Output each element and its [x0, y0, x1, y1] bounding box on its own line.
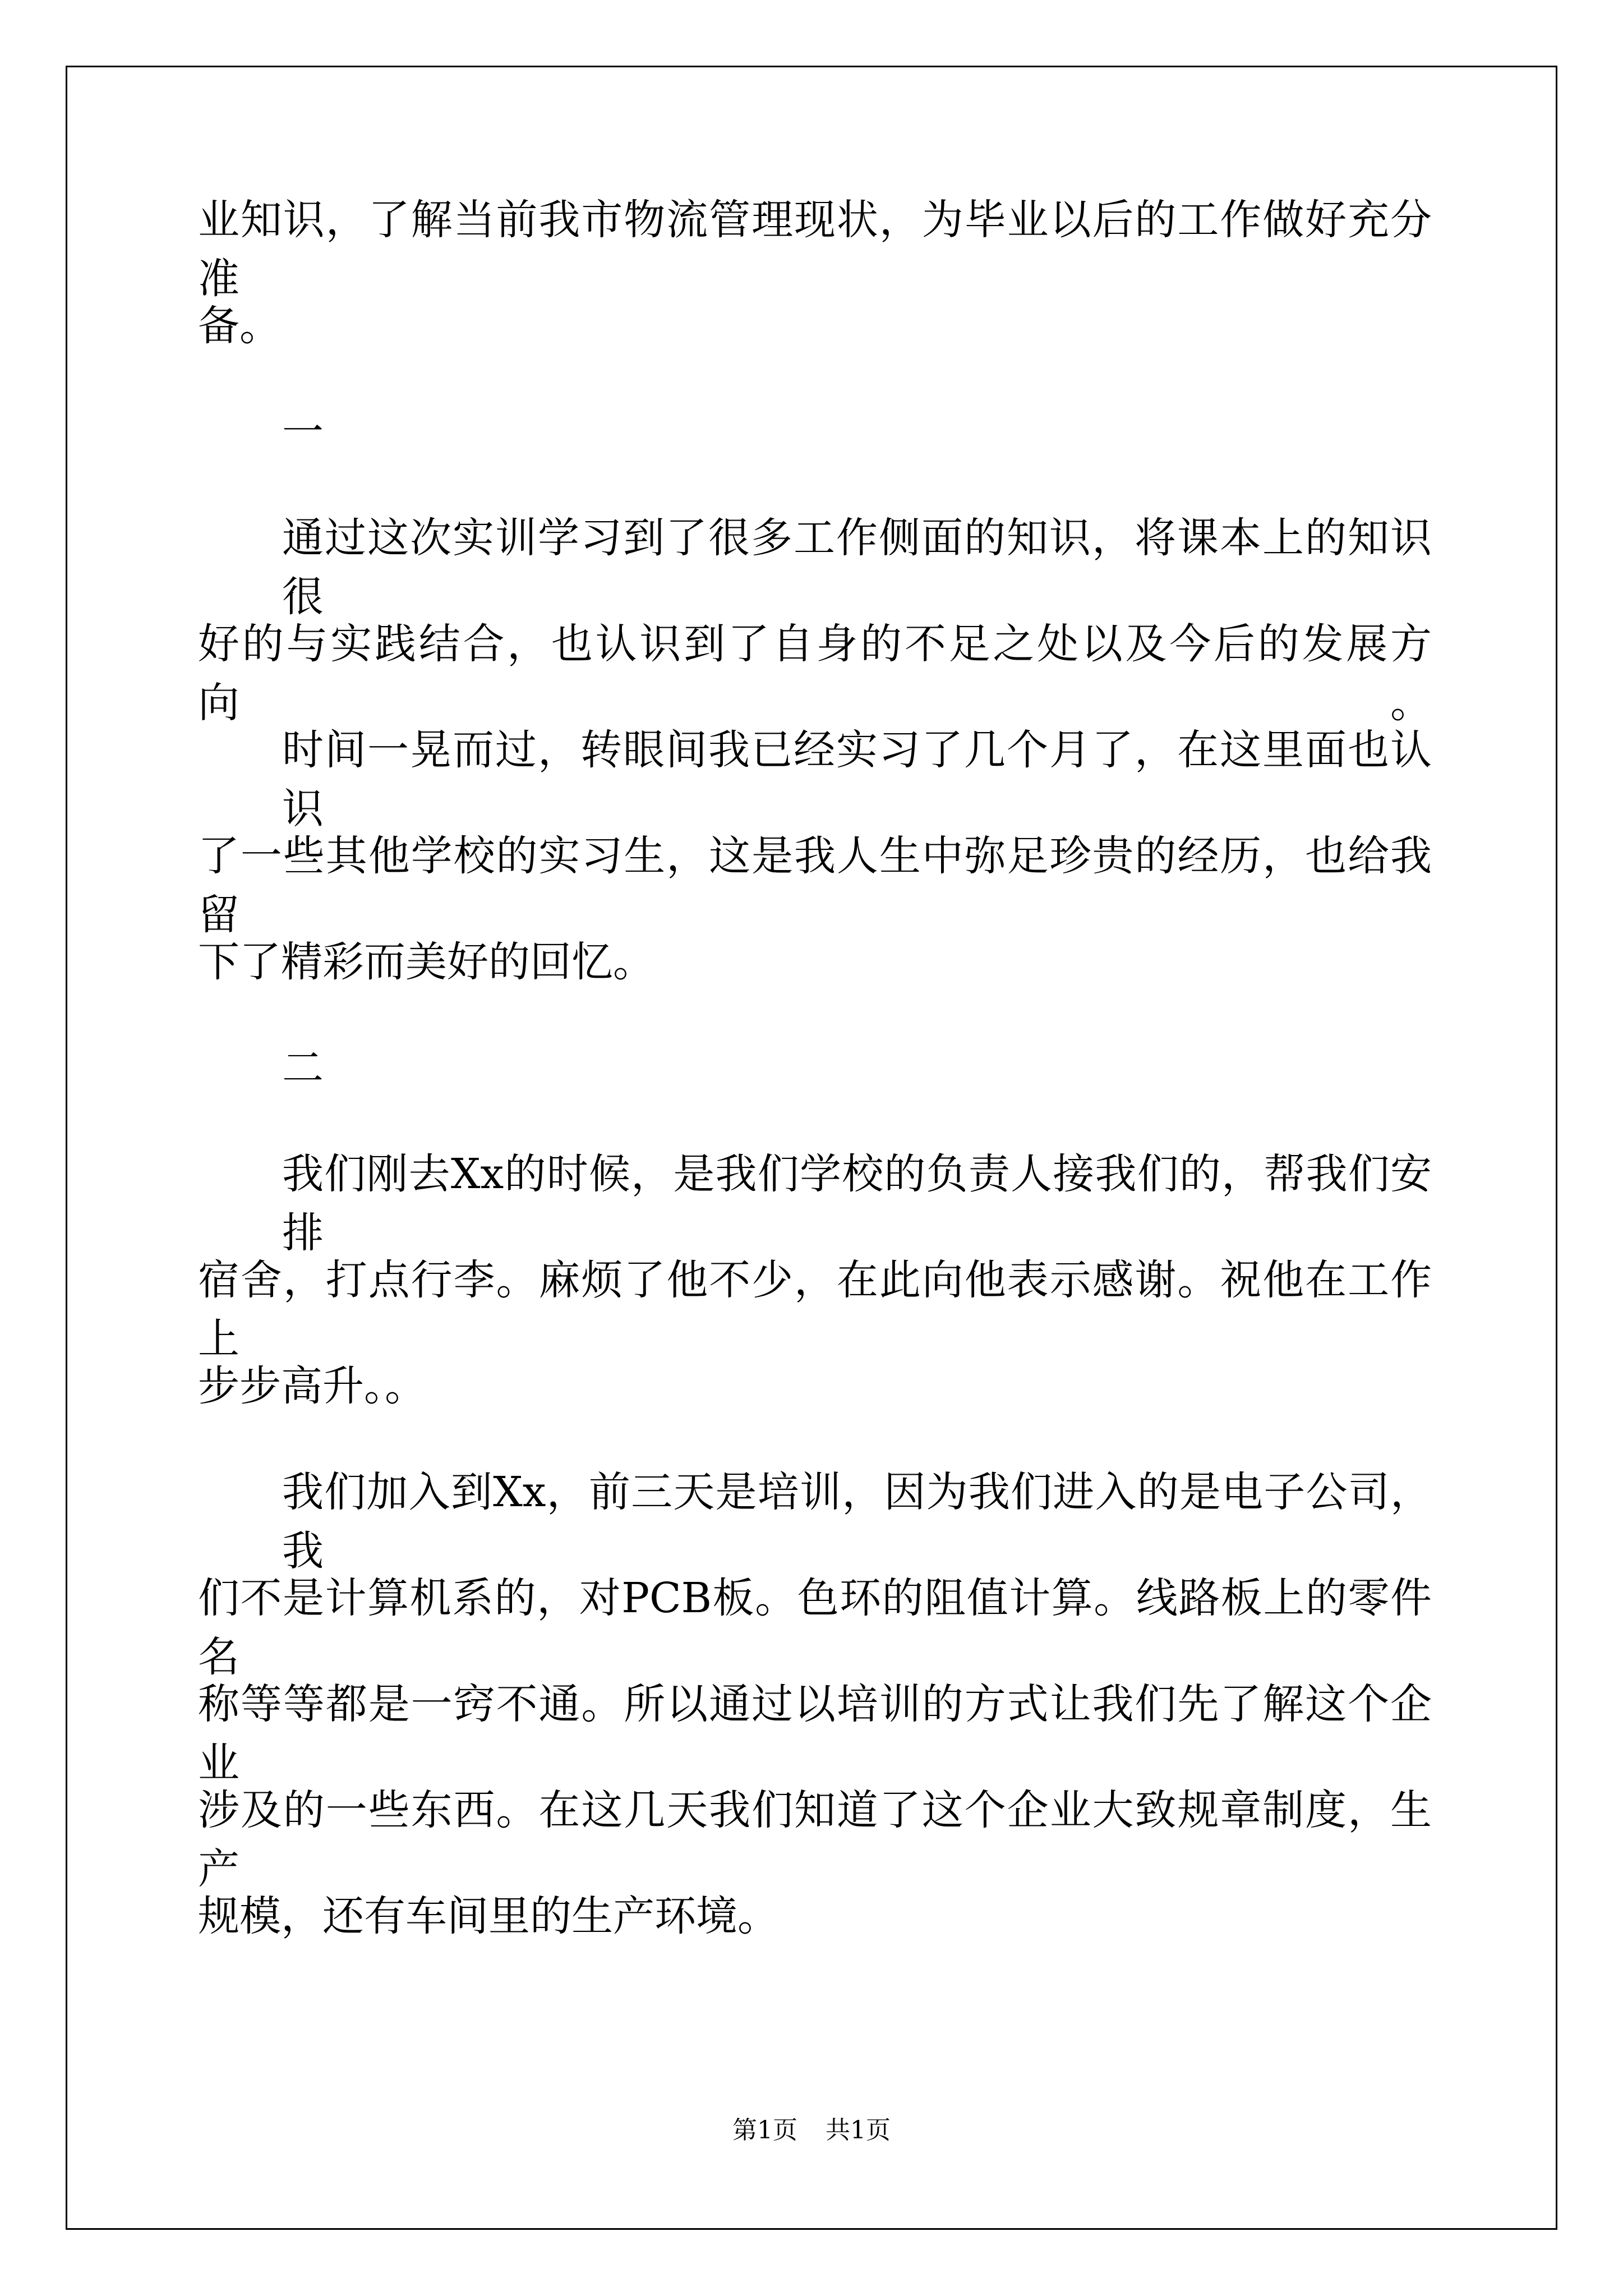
text-line: 们不是计算机系的，对PCB板。色环的阻值计算。线路板上的零件名 — [198, 1574, 1432, 1681]
total-pages: 共1页 — [826, 2116, 891, 2145]
text-line: 下了精彩而美好的回忆。 — [198, 938, 654, 986]
text-line: 备。 — [198, 302, 281, 350]
text-line: 步步高升。。 — [198, 1362, 426, 1410]
text-line: 称等等都是一窍不通。所以通过以培训的方式让我们先了解这个企业 — [198, 1680, 1432, 1787]
text-line: 涉及的一些东西。在这几天我们知道了这个企业大致规章制度，生产 — [198, 1786, 1432, 1893]
text-line: 我们加入到Xx，前三天是培训，因为我们进入的是电子公司，我 — [282, 1468, 1432, 1575]
text-line: 业知识，了解当前我市物流管理现状，为毕业以后的工作做好充分准 — [198, 196, 1432, 303]
document-body — [198, 191, 1432, 1993]
text-line: 二 — [282, 1044, 324, 1092]
text-line: 规模，还有车间里的生产环境。 — [198, 1892, 779, 1940]
text-line: 时间一晃而过，转眼间我已经实习了几个月了，在这里面也认识 — [282, 726, 1432, 833]
text-line: 我们刚去Xx的时候，是我们学校的负责人接我们的，帮我们安排 — [282, 1150, 1432, 1257]
text-line: 了一些其他学校的实习生，这是我人生中弥足珍贵的经历，也给我留 — [198, 832, 1432, 939]
text-line: 通过这次实训学习到了很多工作侧面的知识，将课本上的知识很 — [282, 514, 1432, 621]
page-footer — [0, 2114, 1623, 2147]
text-line: 好的与实践结合，也认识到了自身的不足之处以及今后的发展方向。 — [198, 620, 1432, 727]
text-line: 宿舍，打点行李。麻烦了他不少，在此向他表示感谢。祝他在工作上 — [198, 1256, 1432, 1363]
page-number: 第1页 — [732, 2116, 797, 2145]
text-line: 一 — [282, 408, 324, 456]
